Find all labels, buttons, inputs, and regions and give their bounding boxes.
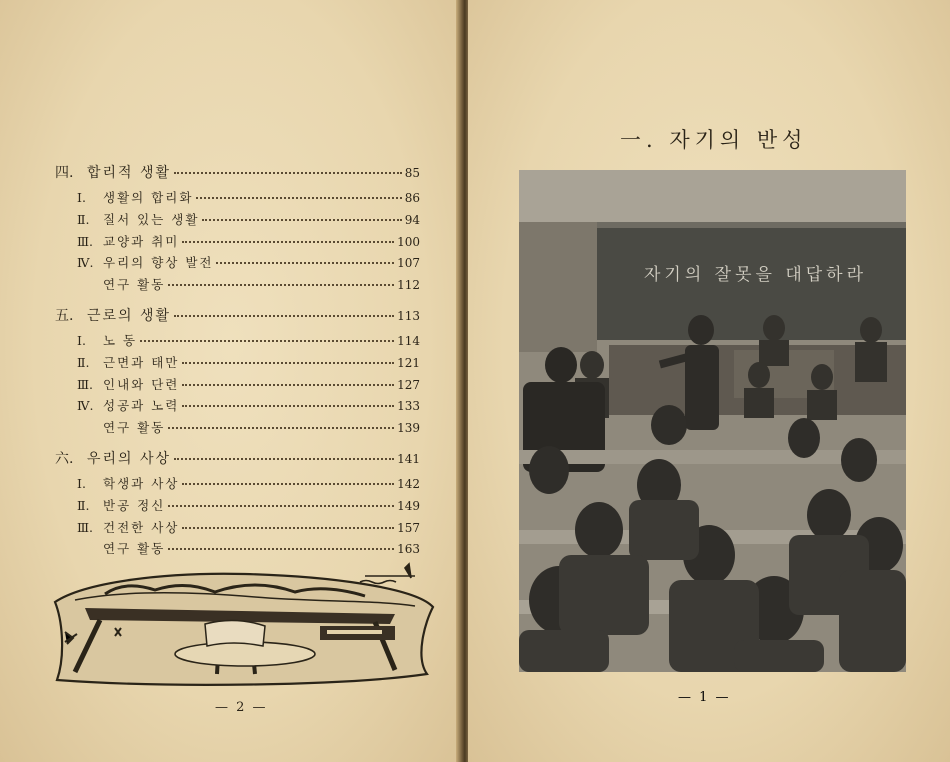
toc-title: 성공과 노력: [103, 398, 180, 414]
toc-page-number: 141: [397, 451, 420, 466]
toc-page-number: 139: [397, 421, 420, 436]
toc-title: 우리의 사상: [87, 450, 172, 467]
toc-section-row: [55, 396, 420, 418]
blackboard-text: 자기의 잘못을 대답하라: [644, 265, 868, 285]
toc-leader-dots: [168, 505, 394, 507]
toc-leader-dots: [140, 340, 394, 342]
toc-title: 노 동: [103, 332, 138, 348]
toc-number: Ⅳ.: [77, 398, 94, 414]
toc-section-row: [55, 331, 420, 353]
toc-section-row: [55, 210, 420, 232]
toc-leader-dots: [182, 483, 394, 485]
toc-section-row: [55, 188, 420, 210]
toc-title: 학생과 사상: [103, 475, 180, 491]
toc-title: 근로의 생활: [87, 307, 172, 324]
toc-title: 생활의 합리화: [103, 190, 194, 205]
toc-number: Ⅳ.: [77, 255, 94, 271]
toc-title: 우리의 향상 발전: [103, 255, 214, 271]
toc-leader-dots: [168, 284, 394, 286]
toc-section-row: [55, 253, 420, 275]
toc-number: Ⅱ.: [77, 354, 90, 370]
toc-page-number: 163: [397, 542, 420, 557]
toc-title: 인내와 단련: [103, 376, 180, 392]
toc-page-number: 112: [397, 278, 420, 293]
toc-title: 합리적 생활: [87, 165, 172, 181]
toc-leader-dots: [182, 527, 394, 529]
toc-page-number: 157: [397, 520, 420, 535]
toc-title: 반공 정신: [103, 497, 166, 513]
toc-number: Ⅰ.: [77, 475, 86, 491]
toc-title: 질서 있는 생활: [103, 211, 200, 227]
toc-page-number: 85: [404, 166, 420, 180]
chapter-title: 一. 자기의 반성: [620, 128, 808, 152]
table-of-contents: [55, 162, 420, 561]
toc-study-row: [55, 275, 420, 297]
toc-title: 건전한 사상: [103, 519, 180, 535]
toc-page-number: 114: [397, 333, 420, 348]
toc-page-number: 133: [397, 399, 420, 414]
toc-study-row: [55, 418, 420, 440]
toc-number: 四.: [55, 165, 74, 181]
toc-section-row: [55, 474, 420, 496]
toc-number: 五.: [55, 307, 74, 324]
page-number: — 1 —: [678, 690, 731, 705]
toc-leader-dots: [174, 458, 394, 460]
toc-number: Ⅰ.: [77, 332, 86, 348]
toc-page-number: 127: [397, 377, 420, 392]
desk-illustration: [45, 562, 440, 692]
toc-title: 교양과 취미: [103, 233, 180, 249]
toc-page-number: 94: [404, 212, 420, 227]
toc-leader-dots: [182, 362, 394, 364]
toc-page-number: 149: [397, 498, 420, 513]
toc-chapter-row: [55, 448, 420, 474]
toc-leader-dots: [216, 262, 394, 264]
toc-leader-dots: [168, 427, 394, 429]
toc-number: Ⅱ.: [77, 497, 90, 513]
toc-title: 연구 활동: [103, 420, 166, 436]
toc-leader-dots: [174, 315, 394, 317]
toc-page-number: 86: [404, 191, 420, 205]
toc-study-row: [55, 539, 420, 561]
toc-section-row: [55, 496, 420, 518]
toc-leader-dots: [182, 405, 394, 407]
toc-number: Ⅲ.: [77, 519, 94, 535]
toc-chapter-row: [55, 305, 420, 331]
toc-number: Ⅱ.: [77, 211, 90, 227]
toc-number: 六.: [55, 450, 74, 467]
toc-leader-dots: [182, 241, 394, 243]
toc-leader-dots: [202, 219, 401, 221]
toc-page-number: 121: [397, 355, 420, 370]
toc-chapter-row: [55, 162, 420, 188]
toc-section-row: [55, 353, 420, 375]
toc-leader-dots: [196, 197, 401, 199]
toc-leader-dots: [174, 172, 402, 174]
toc-number: Ⅰ.: [77, 190, 86, 205]
toc-title: 연구 활동: [103, 277, 166, 293]
toc-page-number: 107: [397, 256, 420, 271]
toc-page-number: 142: [397, 476, 420, 491]
toc-page-number: 113: [397, 308, 420, 323]
toc-title: 연구 활동: [103, 541, 166, 557]
page-number: — 2 —: [215, 700, 268, 715]
classroom-photo: [519, 170, 906, 672]
toc-number: Ⅲ.: [77, 233, 94, 249]
toc-title: 근면과 태만: [103, 354, 180, 370]
toc-number: Ⅲ.: [77, 376, 94, 392]
toc-section-row: [55, 518, 420, 540]
toc-leader-dots: [182, 384, 394, 386]
toc-leader-dots: [168, 548, 394, 550]
toc-section-row: [55, 232, 420, 254]
left-page: [0, 0, 463, 762]
toc-section-row: [55, 375, 420, 397]
toc-page-number: 100: [397, 234, 420, 249]
